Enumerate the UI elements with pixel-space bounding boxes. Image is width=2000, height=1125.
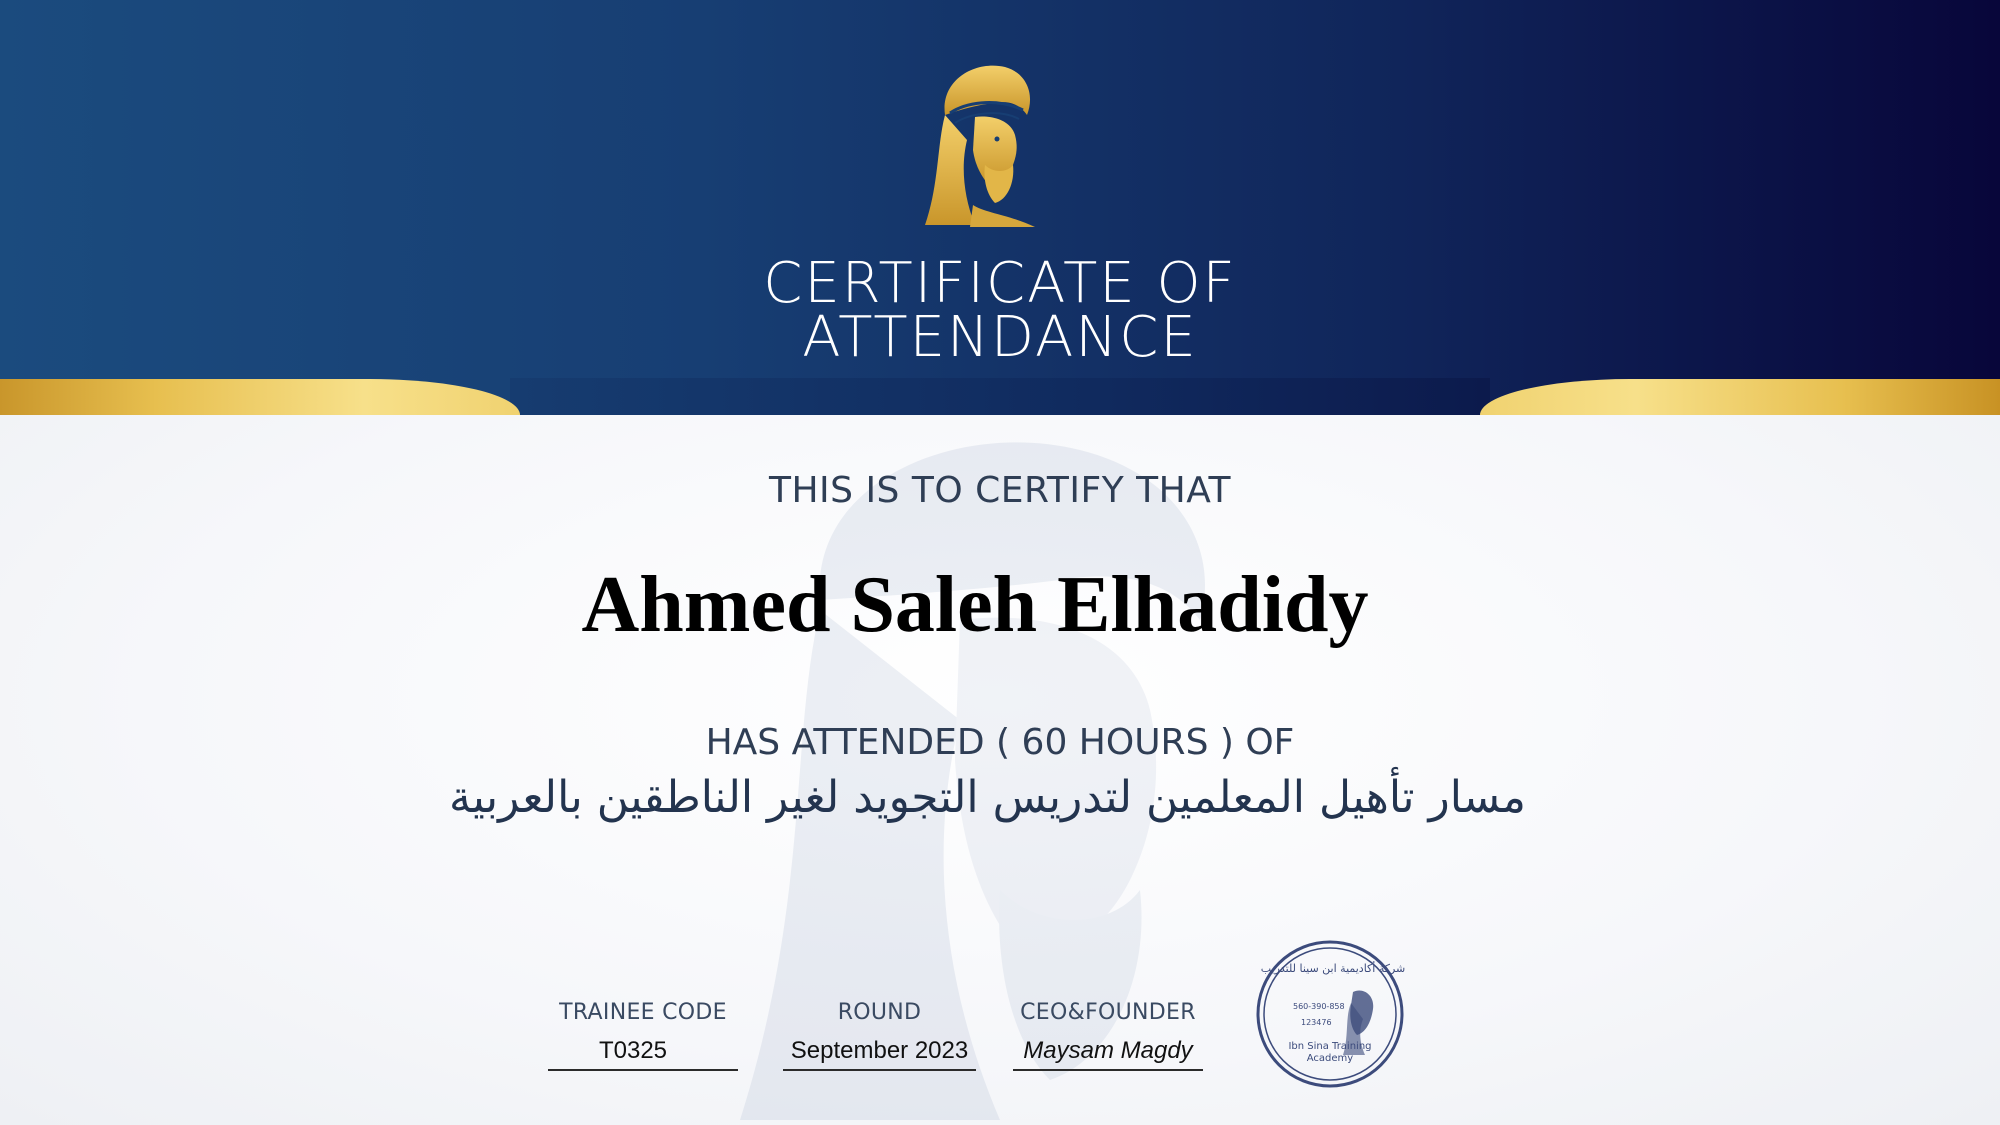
header-bottom-band <box>510 378 1490 415</box>
ceo-label: CEO&FOUNDER <box>1020 1000 1196 1025</box>
certify-statement: THIS IS TO CERTIFY THAT <box>768 470 1232 511</box>
ceo-signature: Maysam Magdy <box>1013 1037 1203 1071</box>
stamp-arabic-name: شركة أكاديمية ابن سينا للتدريب <box>1260 962 1406 975</box>
trainee-code-value: T0325 <box>548 1037 738 1071</box>
trainee-code-field <box>548 1000 738 1071</box>
gold-ribbon-left <box>0 379 520 415</box>
attendance-hours-statement: HAS ATTENDED ( 60 HOURS ) OF <box>705 722 1295 763</box>
round-value: September 2023 <box>783 1037 976 1071</box>
certificate-title-line2: ATTENDANCE <box>802 305 1198 370</box>
academy-stamp <box>1253 937 1408 1092</box>
round-label: ROUND <box>837 1000 922 1025</box>
ceo-field <box>1013 1000 1203 1071</box>
stamp-registration: 123476 <box>1301 1018 1332 1027</box>
trainee-code-label: TRAINEE CODE <box>559 1000 727 1025</box>
stamp-phone: 560-390-858 <box>1293 1002 1345 1011</box>
gold-ribbon-right <box>1480 379 2000 415</box>
certificate-header <box>0 0 2000 415</box>
course-name-arabic: مسار تأهيل المعلمين لتدريس التجويد لغير الناطقين بالعربية <box>449 772 1526 823</box>
scholar-portrait-logo <box>915 55 1045 230</box>
round-field <box>783 1000 976 1071</box>
recipient-name: Ahmed Saleh Elhadidy <box>581 561 1369 649</box>
stamp-english-line1: Ibn Sina Training <box>1288 1041 1372 1052</box>
certificate-title-line1: CERTIFICATE OF <box>763 251 1237 316</box>
stamp-english-line2: Academy <box>1306 1053 1354 1064</box>
